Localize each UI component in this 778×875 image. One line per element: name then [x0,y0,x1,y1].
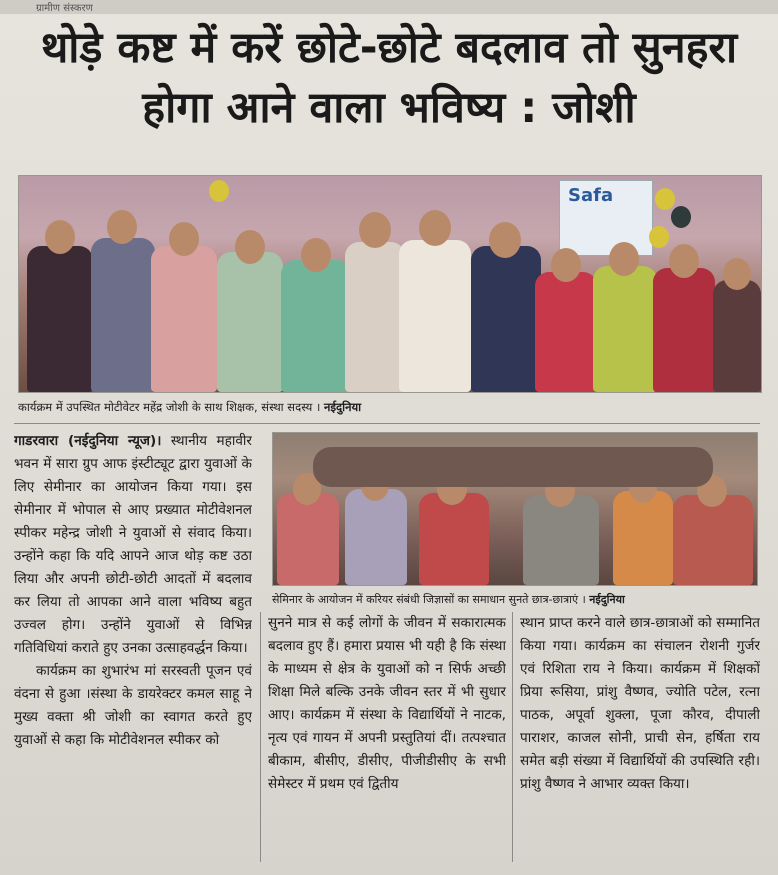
masthead-text: ग्रामीण संस्करण [36,3,93,14]
person-figure [419,493,489,585]
person-figure [613,491,673,585]
photo1-caption-text: कार्यक्रम में उपस्थित मोटीवेटर महेंद्र जोशी के साथ शिक्षक, संस्था सदस्य । [18,400,321,414]
balloon-icon [671,206,691,228]
banner-text: Safa [568,185,614,206]
person-head [359,212,391,248]
person-figure [653,268,715,392]
column-divider [260,612,261,862]
person-head [45,220,75,254]
photo2-credit: नईदुनिया [589,593,625,606]
person-figure [593,266,657,392]
person-figure [91,238,155,392]
dateline: गाडरवारा (नईदुनिया न्यूज)। [14,433,162,449]
article-column-1 [14,430,252,865]
photo1-credit: नईदुनिया [324,400,362,414]
person-head [609,242,639,276]
person-head [419,210,451,246]
divider [14,423,760,424]
article-paragraph: कार्यक्रम का शुभारंभ मां सरस्वती पूजन एवं वंदना से हुआ ।संस्था के डायरेक्टर कमल साहू ने मुख्य वक्ता श्री जोशी का स्वागत करते हुए युवाओं से कहा कि मोटीवेशनल स्पीकर को [14,663,252,748]
person-head [489,222,521,258]
column-divider [512,612,513,862]
photo2-caption [272,590,756,610]
person-head [235,230,265,264]
audience-photo [272,432,758,586]
person-figure [151,246,217,392]
article-paragraph: स्थानीय महावीर भवन में सारा ग्रुप आफ इंस्टीट्यूट द्वारा युवाओं के लिए सेमीनार का आयोजन किया गया। इस सेमीनार में भोपाल से आए प्रख्यात मोटीवेशनल स्पीकर महेन्द्र जोशी ने युवाओं से संवाद किया। उन्होंने कहा कि यदि आपने आज थोड़ कष्ट उठा लिया और अपनी छोटी-छोटी आदतों में बदलाव कर लिया तो आपका आने वाला भविष्य बहुत उज्वल होग। उन्होंने युवाओं से विभिन्न गतिविधियां कराते हुए उनका उत्साहवर्द्धन किया। [14,433,252,656]
person-figure [673,495,753,585]
balloon-icon [655,188,675,210]
person-head [551,248,581,282]
person-figure [399,240,471,392]
balloon-icon [649,226,669,248]
article-paragraph: स्थान प्राप्त करने वाले छात्र-छात्राओं को सम्मानित किया गया। कार्यक्रम का संचालन रोशनी गुर्जर एवं रिशिता राय ने किया। कार्यक्रम में शिक्षकों प्रिया रूसिया, प्रांशु वैष्णव, ज्योति पटेल, रत्ना पाठक, अपूर्वा शुक्ला, पूजा कौरव, दीपाली पाराशर, काजल सोनी, प्राची सेन, हर्षिता राय समेत बड़ी संख्या में विद्यार्थियों की उपस्थिति रही। प्रांशु वैष्णव ने आभार व्यक्त किया। [520,615,760,792]
person-figure [535,272,597,392]
event-banner [559,180,653,256]
article-column-2 [268,612,506,865]
balloon-icon [209,180,229,202]
person-head [107,210,137,244]
person-figure [713,280,761,392]
person-figure [217,252,283,392]
crowd-background [313,447,713,487]
person-figure [471,246,541,392]
person-head [301,238,331,272]
masthead-strip [0,0,778,14]
article-paragraph: सुनने मात्र से कई लोगों के जीवन में सकारात्मक बदलाव हुए हैं। हमारा प्रयास भी यही है कि संस्था के माध्यम से क्षेत्र के युवाओं को न सिर्फ अच्छी शिक्षा मिले बल्कि उनके जीवन स्तर में भी सुधार आए। कार्यक्रम में संस्था के विद्यार्थियों ने नाटक, नृत्य एवं गायन में अपनी प्रस्तुतियां दीं। तत्पश्चात बीकाम, बीसीए, डीसीए, पीजीडीसीए के सभी सेमेस्टर में प्रथम एवं द्वितीय [268,615,506,792]
headline: थोड़े कष्ट में करें छोटे-छोटे बदलाव तो सुनहरा होगा आने वाला भविष्य : जोशी [40,23,738,133]
person-figure [281,260,351,392]
person-figure [523,495,599,585]
person-figure [345,242,405,392]
photo2-caption-text: सेमिनार के आयोजन में करियर संबंधी जिज्ञासों का समाधान सुनते छात्र-छात्राएं । [272,593,586,606]
photo1-caption [18,397,760,417]
person-figure [27,246,93,392]
article-column-3 [520,612,760,865]
person-head [169,222,199,256]
group-photo [18,175,762,393]
person-head [669,244,699,278]
person-figure [277,493,339,585]
person-figure [345,489,407,585]
person-head [723,258,751,290]
